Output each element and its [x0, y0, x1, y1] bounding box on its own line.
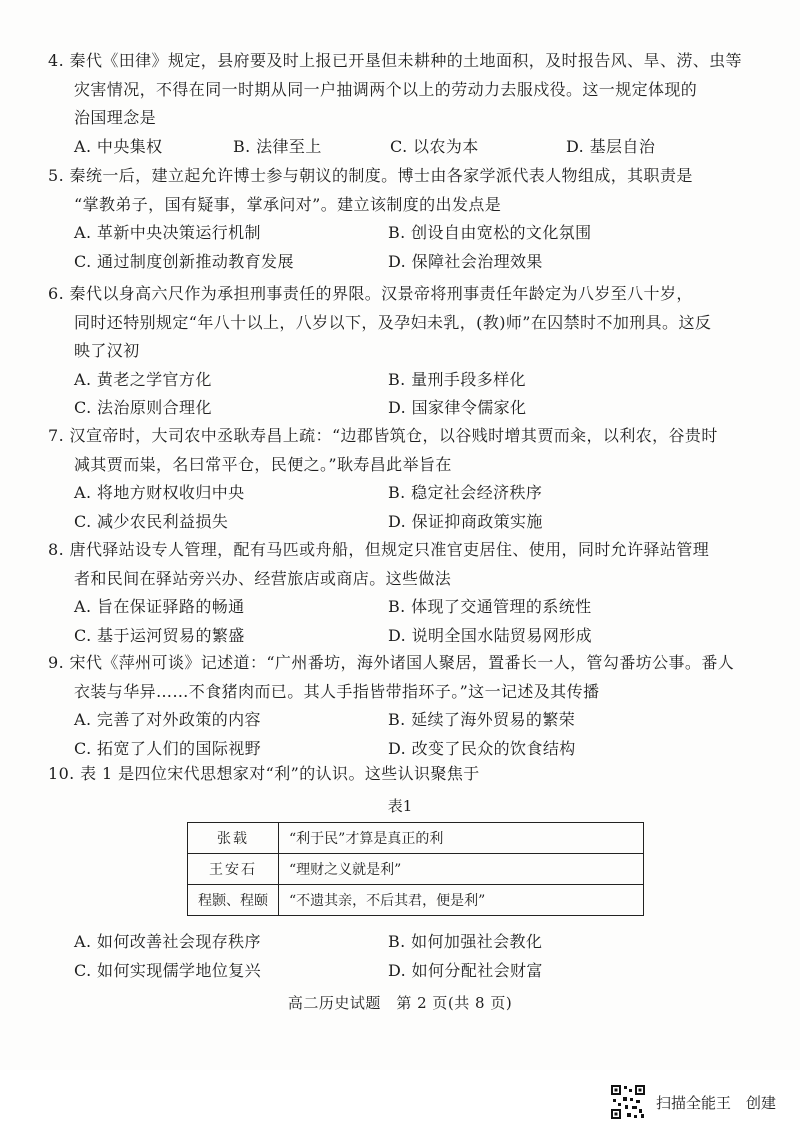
table-cell-thinker: 王安石 — [188, 854, 279, 885]
option-b[interactable]: B. 法律至上 — [233, 136, 322, 156]
question-8 — [48, 536, 748, 650]
option-a[interactable]: A. 将地方财权收归中央 — [74, 483, 245, 502]
options-row — [48, 133, 748, 162]
options-row — [48, 706, 748, 735]
question-stem-line: 4. 秦代《田律》规定，县府要及时上报已开垦但未耕种的土地面积，及时报告风、旱、涝、虫等 — [48, 51, 742, 70]
question-stem-line: 治国理念是 — [74, 108, 157, 127]
option-b[interactable]: B. 量刑手段多样化 — [388, 369, 526, 389]
table-cell-view: “利于民”才算是真正的利 — [279, 823, 644, 854]
options-row — [48, 593, 748, 622]
question-7 — [48, 422, 748, 536]
option-d[interactable]: D. 改变了民众的饮食结构 — [388, 738, 576, 758]
question-stem-line: 10. 表 1 是四位宋代思想家对“利”的认识。这些认识聚焦于 — [48, 764, 480, 783]
question-stem-line: 7. 汉宣帝时，大司农中丞耿寿昌上疏：“边郡皆筑仓，以谷贱时增其贾而籴，以利农，谷贵时 — [48, 426, 718, 445]
option-c[interactable]: C. 如何实现儒学地位复兴 — [74, 960, 262, 980]
question-6 — [48, 280, 748, 423]
option-c[interactable]: C. 法治原则合理化 — [74, 398, 212, 417]
table-row — [188, 823, 644, 854]
question-stem-line: “掌教弟子，国有疑事，掌承问对”。建立该制度的出发点是 — [74, 194, 502, 214]
options-row — [48, 479, 748, 508]
question-stem-line: 减其贾而粜，名曰常平仓，民便之。”耿寿昌此举旨在 — [74, 454, 452, 474]
question-10-options — [48, 928, 748, 985]
option-b[interactable]: B. 延续了海外贸易的繁荣 — [388, 710, 576, 729]
option-c[interactable]: C. 减少农民利益损失 — [74, 511, 229, 531]
table-cell-thinker: 张载 — [188, 823, 279, 854]
option-b[interactable]: B. 体现了交通管理的系统性 — [388, 597, 592, 616]
question-5 — [48, 162, 748, 276]
question-9 — [48, 649, 748, 763]
table-caption: 表1 — [387, 797, 413, 815]
option-a[interactable]: A. 中央集权 — [74, 136, 163, 156]
option-c[interactable]: C. 拓宽了人们的国际视野 — [74, 738, 262, 758]
question-10 — [48, 760, 748, 789]
question-stem-line: 6. 秦代以身高六尺作为承担刑事责任的界限。汉景帝将刑事责任年龄定为八岁至八十岁， — [48, 284, 693, 303]
option-a[interactable]: A. 完善了对外政策的内容 — [74, 710, 261, 729]
option-d[interactable]: D. 基层自治 — [566, 136, 656, 156]
table-row — [188, 854, 644, 885]
options-row — [48, 735, 748, 764]
question-stem-line: 9. 宋代《萍州可谈》记述道：“广州番坊，海外诸国人聚居，置番长一人，管勾番坊公事。番人 — [48, 653, 735, 672]
option-b[interactable]: B. 稳定社会经济秩序 — [388, 483, 543, 502]
question-stem-line: 者和民间在驿站旁兴办、经营旅店或商店。这些做法 — [74, 568, 452, 588]
option-a[interactable]: A. 旨在保证驿路的畅通 — [74, 597, 245, 616]
option-a[interactable]: A. 革新中央决策运行机制 — [74, 223, 261, 242]
options-row — [48, 366, 748, 395]
question-stem-line: 同时还特别规定“年八十以上，八岁以下，及孕妇未乳，(教)师”在囚禁时不加刑具。这反 — [74, 312, 712, 332]
watermark-text: 扫描全能王 创建 — [655, 1093, 776, 1112]
option-a[interactable]: A. 黄老之学官方化 — [74, 369, 212, 389]
option-c[interactable]: C. 以农为本 — [390, 136, 479, 156]
page-footer: 高二历史试题 第 2 页(共 8 页) — [287, 994, 513, 1012]
options-row — [48, 219, 748, 248]
option-c[interactable]: C. 基于运河贸易的繁盛 — [74, 625, 245, 645]
options-row — [48, 957, 748, 986]
table-cell-view: “不遗其亲，不后其君，便是利” — [279, 885, 644, 916]
question-stem-line: 映了汉初 — [74, 341, 140, 360]
question-stem-line: 8. 唐代驿站设专人管理，配有马匹或舟船，但规定只准官吏居住、使用，同时允许驿站管理 — [48, 540, 710, 559]
table-cell-thinker: 程颢、程颐 — [188, 885, 279, 916]
option-d[interactable]: D. 国家律令儒家化 — [388, 398, 527, 417]
options-row — [48, 248, 748, 277]
question-stem-line: 衣装与华异……不食猪肉而已。其人手指皆带指环子。”这一记述及其传播 — [74, 681, 600, 701]
qr-code-icon — [610, 1084, 646, 1120]
option-b[interactable]: B. 如何加强社会教化 — [388, 932, 543, 951]
option-c[interactable]: C. 通过制度创新推动教育发展 — [74, 251, 294, 271]
options-row — [48, 508, 748, 537]
options-row — [48, 928, 748, 957]
table-row — [188, 885, 644, 916]
thinkers-table — [187, 822, 644, 916]
table-cell-view: “理财之义就是利” — [279, 854, 644, 885]
question-stem-line: 5. 秦统一后，建立起允许博士参与朝议的制度。博士由各家学派代表人物组成，其职责是 — [48, 166, 693, 185]
question-stem-line: 灾害情况，不得在同一时期从同一户抽调两个以上的劳动力去服戍役。这一规定体现的 — [74, 79, 698, 99]
scanner-watermark — [610, 1084, 776, 1120]
option-d[interactable]: D. 保证抑商政策实施 — [388, 511, 543, 531]
question-4 — [48, 47, 748, 161]
option-d[interactable]: D. 如何分配社会财富 — [388, 960, 543, 980]
options-row — [48, 394, 748, 423]
option-b[interactable]: B. 创设自由宽松的文化氛围 — [388, 223, 592, 242]
options-row — [48, 622, 748, 651]
option-d[interactable]: D. 说明全国水陆贸易网形成 — [388, 625, 593, 645]
option-a[interactable]: A. 如何改善社会现存秩序 — [74, 932, 261, 951]
option-d[interactable]: D. 保障社会治理效果 — [388, 251, 543, 271]
